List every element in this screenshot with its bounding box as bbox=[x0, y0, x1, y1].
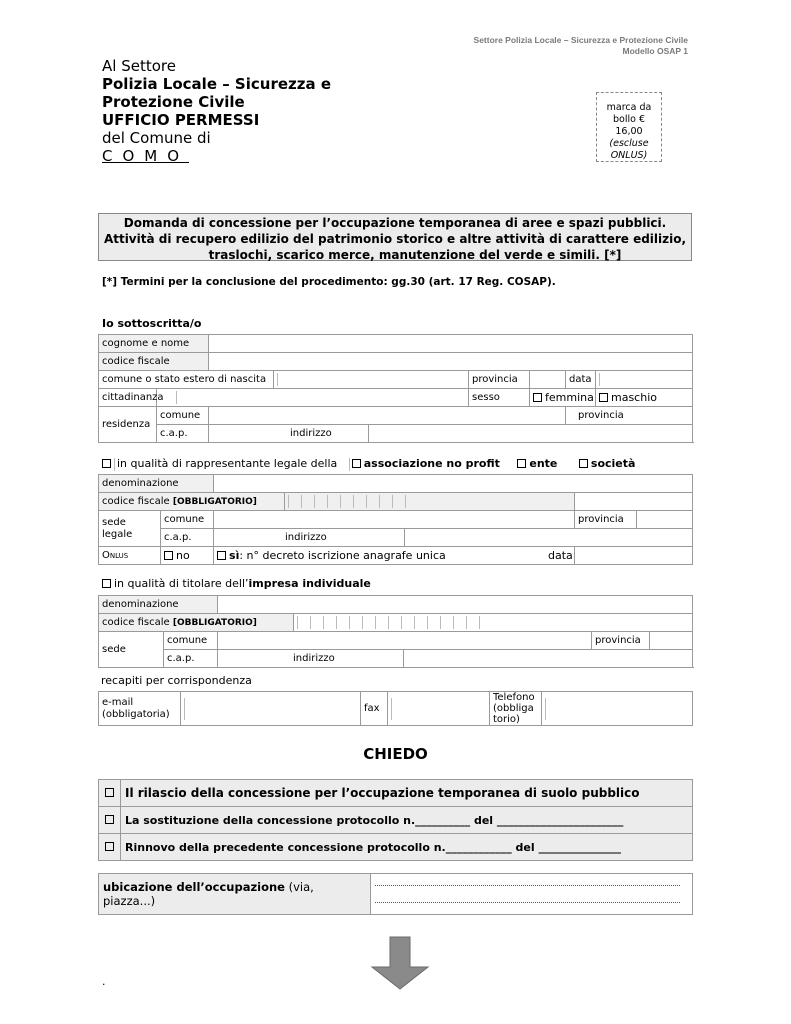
sede-comune-input[interactable] bbox=[214, 511, 575, 529]
procedure-note: [*] Termini per la conclusione del procedimento: gg.30 (art. 17 Reg. COSAP). bbox=[102, 276, 556, 288]
residenza-comune-input[interactable] bbox=[209, 407, 566, 425]
address-line: Protezione Civile bbox=[102, 93, 245, 111]
request-substitution-checkbox[interactable] bbox=[99, 807, 121, 834]
label-indirizzo: indirizzo bbox=[293, 653, 335, 664]
checkbox-icon bbox=[105, 815, 114, 824]
sede-provincia-input[interactable] bbox=[650, 632, 693, 650]
title-line: traslochi, scarico merce, manutenzione del verde e simili. [*] bbox=[208, 248, 622, 262]
label-data: data bbox=[548, 549, 573, 562]
societa-label: società bbox=[590, 457, 636, 470]
location-hint: (via, piazza...) bbox=[103, 880, 314, 908]
legal-rep-options bbox=[102, 457, 635, 471]
label-fax: fax bbox=[361, 692, 388, 726]
onlus-no-checkbox[interactable] bbox=[161, 547, 214, 565]
request-table bbox=[98, 779, 693, 861]
sede-cap-input[interactable] bbox=[218, 650, 404, 668]
label-sede: sede bbox=[99, 632, 164, 668]
request-substitution-label: La sostituzione della concessione protocollo n.__________ del _______________________ bbox=[121, 807, 693, 834]
label-telefono bbox=[490, 692, 542, 726]
email-text: e-mail bbox=[102, 696, 134, 708]
label-comune: comune bbox=[164, 632, 218, 650]
label-sede-legale bbox=[99, 511, 161, 547]
checkbox-icon bbox=[352, 459, 361, 468]
sede-indirizzo-input[interactable] bbox=[405, 529, 693, 547]
contacts-table bbox=[98, 691, 693, 726]
maschio-label: maschio bbox=[611, 391, 657, 404]
location-label-text: ubicazione dell’occupazione bbox=[103, 880, 285, 894]
provincia-input[interactable] bbox=[530, 371, 566, 389]
stamp-text: (escluse bbox=[609, 138, 649, 149]
checkbox-icon bbox=[217, 551, 226, 560]
stamp-text: marca da bbox=[606, 102, 652, 113]
address-line: Al Settore bbox=[102, 57, 176, 75]
label-comune: comune bbox=[161, 511, 214, 529]
label-codice-fiscale bbox=[99, 493, 285, 511]
cf-input[interactable] bbox=[285, 493, 575, 511]
si-label: sì bbox=[229, 549, 240, 562]
male-checkbox[interactable] bbox=[596, 389, 693, 407]
codice-fiscale-input[interactable] bbox=[209, 353, 693, 371]
label-provincia: provincia bbox=[575, 511, 637, 529]
label-comune-nascita: comune o stato estero di nascita bbox=[99, 371, 274, 389]
recipient-address bbox=[102, 57, 331, 165]
checkbox-icon bbox=[533, 393, 542, 402]
cf-input[interactable] bbox=[294, 614, 693, 632]
assoc-label: associazione no profit bbox=[363, 457, 500, 470]
chiedo-heading: CHIEDO bbox=[363, 745, 428, 763]
label-denominazione: denominazione bbox=[99, 596, 218, 614]
legal-rep-label: in qualità di rappresentante legale della bbox=[117, 457, 338, 470]
checkbox-icon bbox=[105, 842, 114, 851]
label-cittadinanza: cittadinanza bbox=[99, 389, 157, 407]
label-provincia: provincia bbox=[469, 371, 530, 389]
denominazione-input[interactable] bbox=[218, 596, 693, 614]
onlus-data[interactable] bbox=[548, 547, 693, 565]
document-header bbox=[474, 35, 688, 57]
label-comune: comune bbox=[157, 407, 209, 425]
label-codice-fiscale bbox=[99, 614, 294, 632]
label-cognome: cognome e nome bbox=[99, 335, 209, 353]
stamp-text: 16,00 bbox=[615, 126, 643, 137]
applicant-heading: Io sottoscritta/o bbox=[102, 317, 202, 330]
down-arrow-icon bbox=[370, 937, 430, 991]
address-line: del Comune di bbox=[102, 129, 211, 147]
label-email bbox=[99, 692, 181, 726]
cittadinanza-input[interactable] bbox=[157, 389, 469, 407]
contacts-heading: recapiti per corrispondenza bbox=[101, 674, 252, 687]
individual-table bbox=[98, 595, 693, 668]
assoc-checkbox[interactable] bbox=[349, 457, 500, 470]
ente-label: ente bbox=[529, 457, 558, 470]
sede-cap-input[interactable] bbox=[214, 529, 405, 547]
location-input[interactable] bbox=[371, 874, 693, 915]
address-line: Polizia Locale – Sicurezza e bbox=[102, 75, 331, 93]
address-city: COMO bbox=[102, 147, 190, 165]
required-tag: [OBBLIGATORIO] bbox=[172, 618, 257, 628]
label-sesso: sesso bbox=[469, 389, 530, 407]
request-release-label: Il rilascio della concessione per l’occupazione temporanea di suolo pubblico bbox=[121, 780, 693, 807]
data-input[interactable] bbox=[596, 371, 693, 389]
female-checkbox[interactable] bbox=[530, 389, 596, 407]
legale-text: legale bbox=[102, 528, 133, 540]
revenue-stamp-box bbox=[596, 92, 662, 162]
stamp-text: bollo € bbox=[613, 114, 645, 125]
address-line: UFFICIO PERMESSI bbox=[102, 111, 260, 129]
checkbox-icon bbox=[102, 459, 111, 468]
form-title bbox=[98, 213, 692, 261]
checkbox-icon bbox=[517, 459, 526, 468]
tel-text: Telefono bbox=[493, 692, 535, 703]
label-cap: c.a.p. bbox=[161, 529, 214, 547]
title-line: Domanda di concessione per l’occupazione temporanea di aree e spazi pubblici. bbox=[123, 216, 667, 230]
checkbox-icon bbox=[579, 459, 588, 468]
cap-input[interactable] bbox=[209, 425, 369, 443]
label-provincia: provincia bbox=[592, 632, 650, 650]
label-denominazione: denominazione bbox=[99, 475, 214, 493]
sede-indirizzo-input[interactable] bbox=[404, 650, 693, 668]
request-renewal-label: Rinnovo della precedente concessione protocollo n.____________ del _______________ bbox=[121, 834, 693, 861]
sede-text: sede bbox=[102, 516, 126, 528]
stamp-text: ONLUS) bbox=[610, 150, 648, 161]
legal-rep-checkbox[interactable] bbox=[102, 457, 337, 470]
location-table bbox=[98, 873, 693, 915]
denominazione-input[interactable] bbox=[214, 475, 693, 493]
no-label: no bbox=[176, 549, 190, 562]
indirizzo-input[interactable] bbox=[369, 425, 693, 443]
label-provincia: provincia bbox=[566, 407, 693, 425]
societa-checkbox[interactable] bbox=[579, 457, 636, 470]
applicant-table bbox=[98, 334, 693, 443]
email-input[interactable] bbox=[181, 692, 361, 726]
email-text: (obbligatoria) bbox=[102, 708, 170, 720]
location-label bbox=[99, 874, 371, 915]
label-cap: c.a.p. bbox=[157, 425, 209, 443]
title-line: Attività di recupero edilizio del patrimonio storico e altre attività di carattere edilizio, bbox=[103, 232, 687, 246]
fax-input[interactable] bbox=[388, 692, 490, 726]
telefono-input[interactable] bbox=[542, 692, 693, 726]
onlus-si-checkbox[interactable] bbox=[214, 547, 575, 565]
femmina-label: femmina bbox=[545, 391, 594, 404]
cf-text: codice fiscale bbox=[102, 496, 170, 507]
label-indirizzo: indirizzo bbox=[290, 428, 332, 439]
ente-checkbox[interactable] bbox=[517, 457, 557, 470]
request-renewal-checkbox[interactable] bbox=[99, 834, 121, 861]
cognome-input[interactable] bbox=[209, 335, 693, 353]
individual-business-option[interactable] bbox=[102, 577, 371, 590]
sede-comune-input[interactable] bbox=[218, 632, 592, 650]
checkbox-icon bbox=[599, 393, 608, 402]
checkbox-icon bbox=[164, 551, 173, 560]
label-cap: c.a.p. bbox=[164, 650, 218, 668]
cf-input-tail[interactable] bbox=[575, 493, 693, 511]
checkbox-icon bbox=[102, 579, 111, 588]
request-release-checkbox[interactable] bbox=[99, 780, 121, 807]
label-residenza: residenza bbox=[99, 407, 157, 443]
label-data: data bbox=[566, 371, 596, 389]
header-model: Modello OSAP 1 bbox=[622, 46, 688, 56]
checkbox-icon bbox=[105, 788, 114, 797]
cf-text: codice fiscale bbox=[102, 617, 170, 628]
tel-text: (obbliga bbox=[493, 703, 534, 714]
individual-label: in qualità di titolare dell’ bbox=[114, 577, 249, 590]
label-indirizzo: indirizzo bbox=[285, 532, 327, 543]
sede-provincia-input[interactable] bbox=[637, 511, 693, 529]
legal-table bbox=[98, 474, 693, 565]
comune-nascita-input[interactable] bbox=[274, 371, 469, 389]
individual-label-bold: impresa individuale bbox=[248, 577, 371, 590]
required-tag: [OBBLIGATORIO] bbox=[172, 497, 257, 507]
footer-dot: . bbox=[102, 975, 106, 988]
label-codice-fiscale: codice fiscale bbox=[99, 353, 209, 371]
label-onlus: Onlus bbox=[99, 547, 161, 565]
decreto-label: : n° decreto iscrizione anagrafe unica bbox=[239, 549, 446, 562]
header-sector: Settore Polizia Locale – Sicurezza e Protezione Civile bbox=[473, 35, 688, 45]
tel-text: torio) bbox=[493, 714, 520, 725]
